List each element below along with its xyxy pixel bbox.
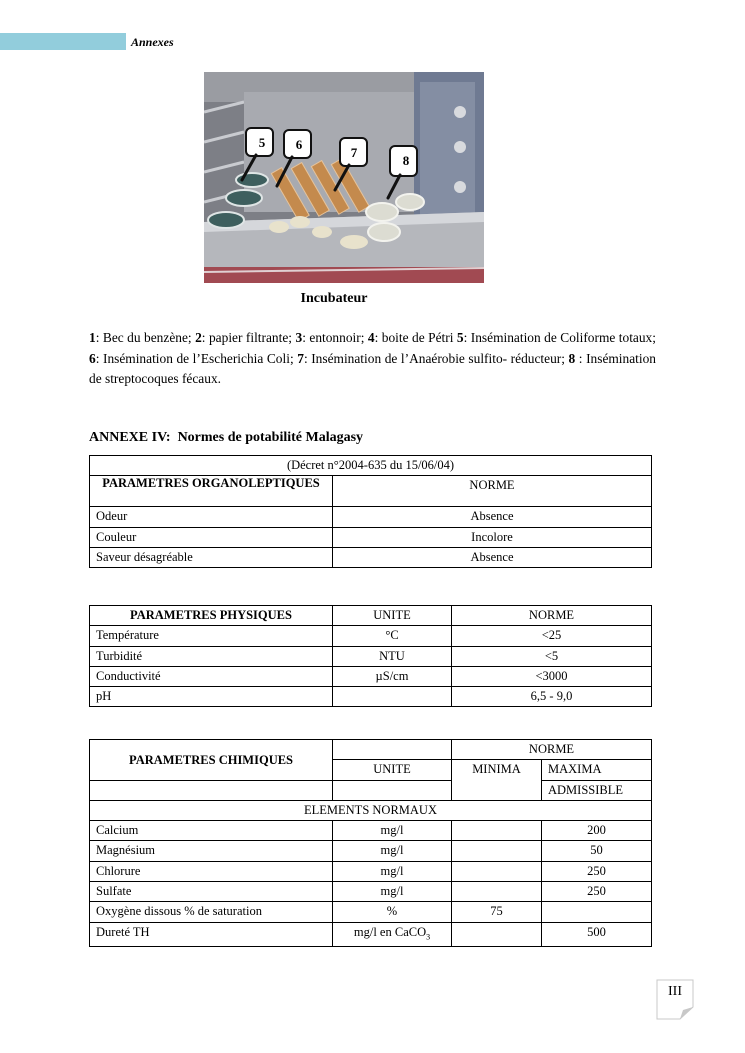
table-physical <box>89 605 652 707</box>
incubator-photo <box>204 72 484 283</box>
cell-param: Couleur <box>90 527 333 547</box>
col-header-param: PARAMETRES PHYSIQUES <box>90 606 333 626</box>
cell-norme: Absence <box>333 507 652 527</box>
cell-norme: <3000 <box>452 666 652 686</box>
legend-text: : Insémination de streptocoques fécaux. <box>89 350 656 386</box>
legend-text: : boite de Pétri <box>374 330 457 345</box>
cell-param: Conductivité <box>90 666 333 686</box>
cell-max <box>542 902 652 922</box>
cell-max: 500 <box>542 922 652 947</box>
cell-norme: Incolore <box>333 527 652 547</box>
col-header-unit: UNITE <box>333 760 452 780</box>
legend-text: : Insémination de Coliforme totaux; <box>463 330 656 345</box>
table-row <box>90 841 652 861</box>
cell-param: Calcium <box>90 821 333 841</box>
figure-legend <box>89 328 656 390</box>
callout-5: 5 <box>258 135 266 150</box>
cell-unit: µS/cm <box>333 666 452 686</box>
cell-norme: <25 <box>452 626 652 646</box>
cell-min <box>452 922 542 947</box>
col-header-norme: NORME <box>333 476 652 507</box>
cell-param: Odeur <box>90 507 333 527</box>
annex-title: Normes de potabilité Malagasy <box>177 430 364 445</box>
cell-param: Oxygène dissous % de saturation <box>90 902 333 922</box>
legend-text: : Insémination de l’Anaérobie sulfito- réducteur; <box>303 350 569 366</box>
legend-text: : entonnoir; <box>302 330 368 345</box>
incubator-illustration <box>204 72 484 283</box>
legend-text: : papier filtrante; <box>201 330 296 345</box>
table-row <box>90 527 652 547</box>
decree-reference: (Décret n°2004-635 du 15/06/04) <box>90 456 652 476</box>
col-header-admissible: ADMISSIBLE <box>542 780 652 800</box>
table-row <box>90 821 652 841</box>
cell-unit: mg/l <box>333 861 452 881</box>
table-row <box>90 902 652 922</box>
cell-param: Magnésium <box>90 841 333 861</box>
table-row <box>90 646 652 666</box>
cell-norme: <5 <box>452 646 652 666</box>
col-header-unit: UNITE <box>333 606 452 626</box>
annex-heading <box>89 430 363 446</box>
cell-unit: mg/l <box>333 821 452 841</box>
legend-num: 7 <box>297 350 304 366</box>
cell-max: 250 <box>542 861 652 881</box>
table-row <box>90 882 652 902</box>
annex-label: ANNEXE IV: <box>89 430 171 445</box>
legend-num: 2 <box>195 330 202 345</box>
cell-unit: NTU <box>333 646 452 666</box>
legend-num: 5 <box>456 330 464 345</box>
legend-num: 6 <box>89 350 96 366</box>
cell-min <box>452 882 542 902</box>
cell-unit: °C <box>333 626 452 646</box>
cell-param: Chlorure <box>90 861 333 881</box>
table-row <box>90 861 652 881</box>
cell-param: Sulfate <box>90 882 333 902</box>
table-row <box>90 626 652 646</box>
cell-max: 250 <box>542 882 652 902</box>
cell-unit-text: mg/l en CaCO <box>353 924 427 939</box>
cell-unit <box>333 922 452 947</box>
table-row <box>90 507 652 527</box>
cell-norme: 6,5 - 9,0 <box>452 687 652 707</box>
cell-min: 75 <box>452 902 542 922</box>
col-header-norme: NORME <box>452 606 652 626</box>
legend-num: 3 <box>295 330 303 345</box>
col-header-param: PARAMETRES CHIMIQUES <box>90 740 333 781</box>
table-row <box>90 666 652 686</box>
cell-unit: mg/l <box>333 882 452 902</box>
callout-6: 6 <box>295 137 303 152</box>
col-header-minima: MINIMA <box>452 760 542 801</box>
callout-8: 8 <box>402 153 410 168</box>
legend-num: 8 <box>568 350 576 366</box>
legend-text: : Bec du benzène; <box>95 330 196 345</box>
header-accent-bar <box>0 33 126 50</box>
cell-param: pH <box>90 687 333 707</box>
legend-text: : Insémination de l’Escherichia Coli; <box>95 350 298 366</box>
page-number: III <box>668 984 682 999</box>
header-section-title: Annexes <box>131 35 174 49</box>
section-elements-normaux: ELEMENTS NORMAUX <box>90 800 652 820</box>
cell-param: Température <box>90 626 333 646</box>
col-header-param: PARAMETRES ORGANOLEPTIQUES <box>90 476 333 507</box>
cell-min <box>452 821 542 841</box>
col-header-norme: NORME <box>452 740 652 760</box>
table-row <box>90 922 652 947</box>
cell-unit-subscript: 3 <box>426 932 431 942</box>
cell-unit: mg/l <box>333 841 452 861</box>
table-row <box>90 687 652 707</box>
page-number-badge <box>656 979 694 1020</box>
cell-param: Turbidité <box>90 646 333 666</box>
cell-min <box>452 841 542 861</box>
table-row <box>90 547 652 567</box>
table-organoleptic <box>89 455 652 568</box>
cell-max: 200 <box>542 821 652 841</box>
figure-caption: Incubateur <box>300 291 368 306</box>
cell-param: Dureté TH <box>90 922 333 947</box>
cell-param: Saveur désagréable <box>90 547 333 567</box>
legend-num: 1 <box>89 330 96 345</box>
cell-unit: % <box>333 902 452 922</box>
cell-max: 50 <box>542 841 652 861</box>
cell-unit <box>333 687 452 707</box>
col-header-maxima: MAXIMA <box>542 760 652 780</box>
cell-norme: Absence <box>333 547 652 567</box>
callout-7: 7 <box>350 145 358 160</box>
cell-min <box>452 861 542 881</box>
legend-num: 4 <box>367 330 375 345</box>
table-chemical <box>89 739 652 947</box>
